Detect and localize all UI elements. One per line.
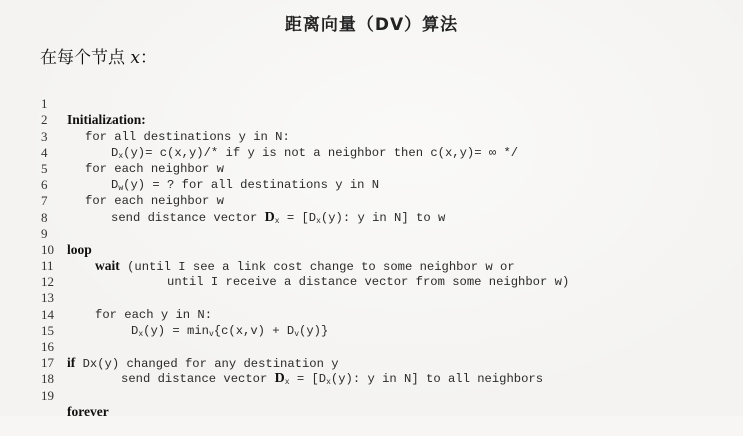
page-title: 距离向量（DV）算法	[284, 15, 459, 35]
keyword-forever: forever	[67, 403, 109, 419]
line-number: 18	[41, 371, 54, 387]
subscript: x	[326, 378, 331, 388]
code-fragment: (y): y in N] to w	[320, 210, 446, 225]
intro-var: x	[130, 48, 140, 68]
code-fragment: send distance vector	[111, 210, 265, 225]
distance-vector-symbol: D	[264, 209, 275, 225]
code-fragment: = [D	[279, 210, 317, 225]
line-number: 15	[41, 322, 54, 338]
subscript: x	[138, 329, 144, 339]
code-fragment: D	[111, 145, 119, 160]
line-number: 1	[41, 96, 48, 112]
code-fragment: (y): y in N] to all neighbors	[330, 372, 544, 387]
code-text: until I receive a distance vector from some neighbor w)	[167, 275, 570, 290]
line-number: 11	[41, 258, 54, 274]
code-text: for each y in N:	[95, 307, 213, 322]
line-number: 12	[41, 274, 54, 290]
line-number: 14	[41, 306, 54, 322]
code-fragment: D	[131, 323, 139, 338]
line-number: 7	[41, 193, 48, 209]
code-fragment: (y) = ? for all destinations y in N	[123, 178, 380, 193]
code-fragment: (y) = min	[143, 323, 209, 338]
line-number: 2	[41, 112, 48, 128]
subscript: v	[208, 329, 214, 339]
code-fragment: (until I see a link cost change to some neighbor w or	[119, 260, 515, 275]
code-fragment: D	[111, 178, 119, 193]
code-text: for each neighbor w	[85, 161, 224, 176]
keyword-loop: loop	[67, 241, 92, 257]
code-line	[41, 371, 731, 419]
code-text: for each neighbor w	[85, 194, 224, 209]
subscript: w	[118, 184, 124, 194]
line-number: 3	[41, 128, 48, 144]
intro-text	[40, 43, 157, 68]
code-fragment: (y)}	[299, 323, 329, 338]
line-number: 19	[41, 387, 54, 403]
subscript: v	[294, 329, 300, 339]
line-number: 17	[41, 355, 54, 371]
keyword-wait: wait	[95, 258, 120, 274]
line-number: 13	[41, 290, 54, 306]
intro-prefix: 在每个节点	[40, 48, 131, 68]
code-text: for all destinations y in N:	[85, 129, 290, 144]
line-number: 5	[41, 160, 48, 176]
subscript: x	[118, 151, 124, 161]
line-number: 6	[41, 177, 48, 193]
line-number: 4	[41, 144, 48, 160]
pseudocode-block	[41, 80, 731, 419]
code-fragment: (y)= c(x,y)/* if y is not a neighbor then c(x,y)= ∞ */	[123, 145, 519, 160]
code-fragment: {c(x,v) + D	[213, 323, 295, 338]
code-fragment: = [D	[289, 372, 327, 387]
line-number: 8	[41, 209, 48, 225]
line-number: 9	[41, 225, 48, 241]
subscript: x	[284, 378, 290, 388]
line-number: 16	[41, 339, 54, 355]
code-fragment: Dx(y) changed for any destination y	[75, 357, 339, 372]
subscript: x	[316, 216, 321, 226]
distance-vector-symbol: D	[274, 371, 285, 387]
code-fragment: send distance vector	[121, 372, 275, 387]
keyword-if: if	[67, 355, 76, 371]
subscript: x	[274, 216, 280, 226]
code-line	[41, 80, 731, 128]
line-number: 10	[41, 241, 54, 257]
intro-suffix: ：	[140, 48, 157, 68]
keyword-initialization: Initialization:	[67, 112, 146, 128]
